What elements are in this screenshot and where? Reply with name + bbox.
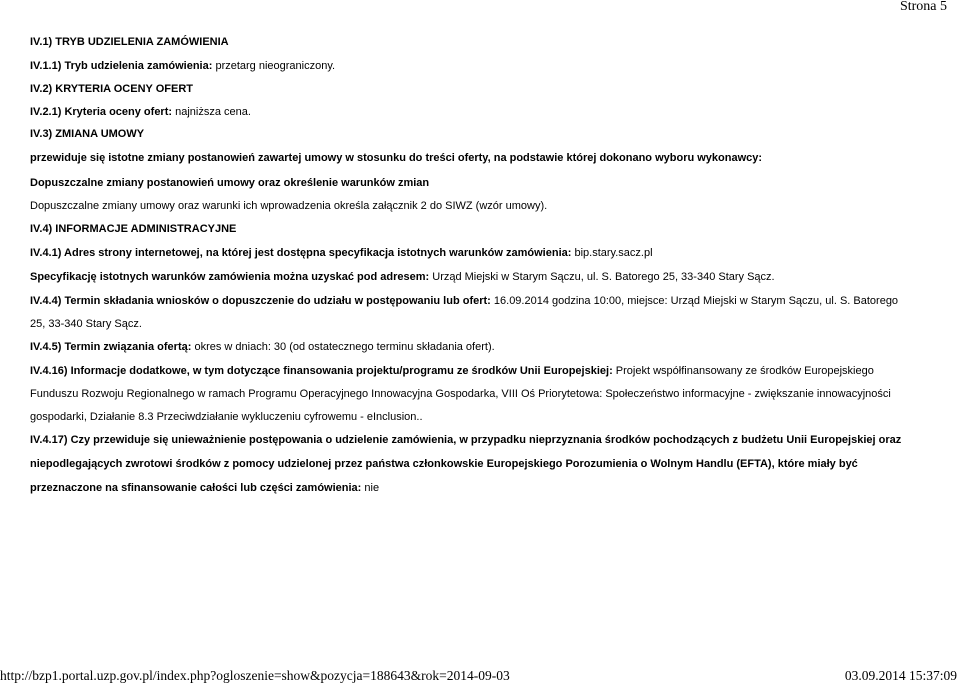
section-iv3-title: IV.3) ZMIANA UMOWY bbox=[30, 128, 145, 140]
section-iv4-1-label: IV.4.1) Adres strony internetowej, na której jest dostępna specyfikacja istotnych warunków zamówienia: bbox=[30, 247, 572, 259]
section-iv4-1 bbox=[30, 246, 653, 260]
section-iv4-17-label-l2: niepodlegających zwrotowi środków z pomocy udzielonej przez państwa członkowskie Europejskiego Porozumienia o Wolnym Handlu (EFTA), które miały być bbox=[30, 458, 858, 470]
section-iv4-1-address bbox=[30, 270, 775, 284]
section-iv1-1-label: IV.1.1) Tryb udzielenia zamówienia: bbox=[30, 60, 213, 72]
section-iv4-5-value: okres w dniach: 30 (od ostatecznego terminu składania ofert). bbox=[191, 341, 495, 353]
section-iv4-17-label-l3: przeznaczone na sfinansowanie całości lub części zamówienia: bbox=[30, 482, 362, 494]
section-iv4-16-value-l2: Funduszu Rozwoju Regionalnego w ramach Programu Operacyjnego Innowacyjna Gospodarka, VIII Oś Priorytetowa: Społeczeństwo informacyjne - zwiększanie innowacyjności bbox=[30, 388, 891, 400]
section-iv4-17 bbox=[30, 481, 379, 495]
section-iv4-5 bbox=[30, 340, 495, 354]
section-iv1-title: IV.1) TRYB UDZIELENIA ZAMÓWIENIA bbox=[30, 36, 229, 48]
section-iv4-4 bbox=[30, 294, 898, 308]
section-iv2-1-label: IV.2.1) Kryteria oceny ofert: bbox=[30, 106, 173, 118]
page-number: Strona 5 bbox=[899, 0, 947, 14]
section-iv4-title: IV.4) INFORMACJE ADMINISTRACYJNE bbox=[30, 223, 237, 235]
section-iv4-1-value: bip.stary.sacz.pl bbox=[571, 247, 653, 259]
section-iv4-17-label-l1: IV.4.17) Czy przewiduje się unieważnienie postępowania o udzielenie zamówienia, w przypadku nieprzyznania środków pochodzących z budżetu Unii Europejskiej oraz bbox=[30, 434, 902, 446]
section-iv2-title: IV.2) KRYTERIA OCENY OFERT bbox=[30, 83, 193, 95]
section-iv4-16-value-l3: gospodarki, Działanie 8.3 Przeciwdziałanie wykluczeniu cyfrowemu - eInclusion.. bbox=[30, 411, 423, 423]
section-iv4-4-value: 16.09.2014 godzina 10:00, miejsce: Urząd Miejski w Starym Sączu, ul. S. Batorego bbox=[490, 295, 899, 307]
section-iv4-1-address-value: Urząd Miejski w Starym Sączu, ul. S. Batorego 25, 33-340 Stary Sącz. bbox=[429, 271, 775, 283]
section-iv2-1-value: najniższa cena. bbox=[172, 106, 251, 118]
section-iv4-17-value: nie bbox=[361, 482, 380, 494]
section-iv4-16 bbox=[30, 364, 874, 378]
section-iv4-5-label: IV.4.5) Termin związania ofertą: bbox=[30, 341, 192, 353]
section-iv3-line2: Dopuszczalne zmiany postanowień umowy oraz określenie warunków zmian bbox=[30, 177, 430, 189]
section-iv4-4-label: IV.4.4) Termin składania wniosków o dopuszczenie do udziału w postępowaniu lub ofert: bbox=[30, 295, 491, 307]
footer-url: http://bzp1.portal.uzp.gov.pl/index.php?ogloszenie=show&pozycja=188643&rok=2014-09-03 bbox=[0, 668, 510, 683]
section-iv4-1-address-label: Specyfikację istotnych warunków zamówienia można uzyskać pod adresem: bbox=[30, 271, 430, 283]
section-iv4-16-label: IV.4.16) Informacje dodatkowe, w tym dotyczące finansowania projektu/programu ze środków Unii Europejskiej: bbox=[30, 365, 613, 377]
section-iv2-1 bbox=[30, 105, 251, 119]
section-iv3-line3: Dopuszczalne zmiany umowy oraz warunki ich wprowadzenia określa załącznik 2 do SIWZ (wzór umowy). bbox=[30, 200, 548, 212]
section-iv4-4-value-cont: 25, 33-340 Stary Sącz. bbox=[30, 318, 142, 330]
section-iv3-line1: przewiduje się istotne zmiany postanowień zawartej umowy w stosunku do treści oferty, na podstawie której dokonano wyboru wykonawcy: bbox=[30, 152, 763, 164]
section-iv4-16-value: Projekt współfinansowany ze środków Europejskiego bbox=[612, 365, 874, 377]
section-iv1-1-value: przetarg nieograniczony. bbox=[212, 60, 336, 72]
section-iv1-1 bbox=[30, 59, 335, 73]
footer-datetime: 03.09.2014 15:37:09 bbox=[844, 668, 957, 683]
